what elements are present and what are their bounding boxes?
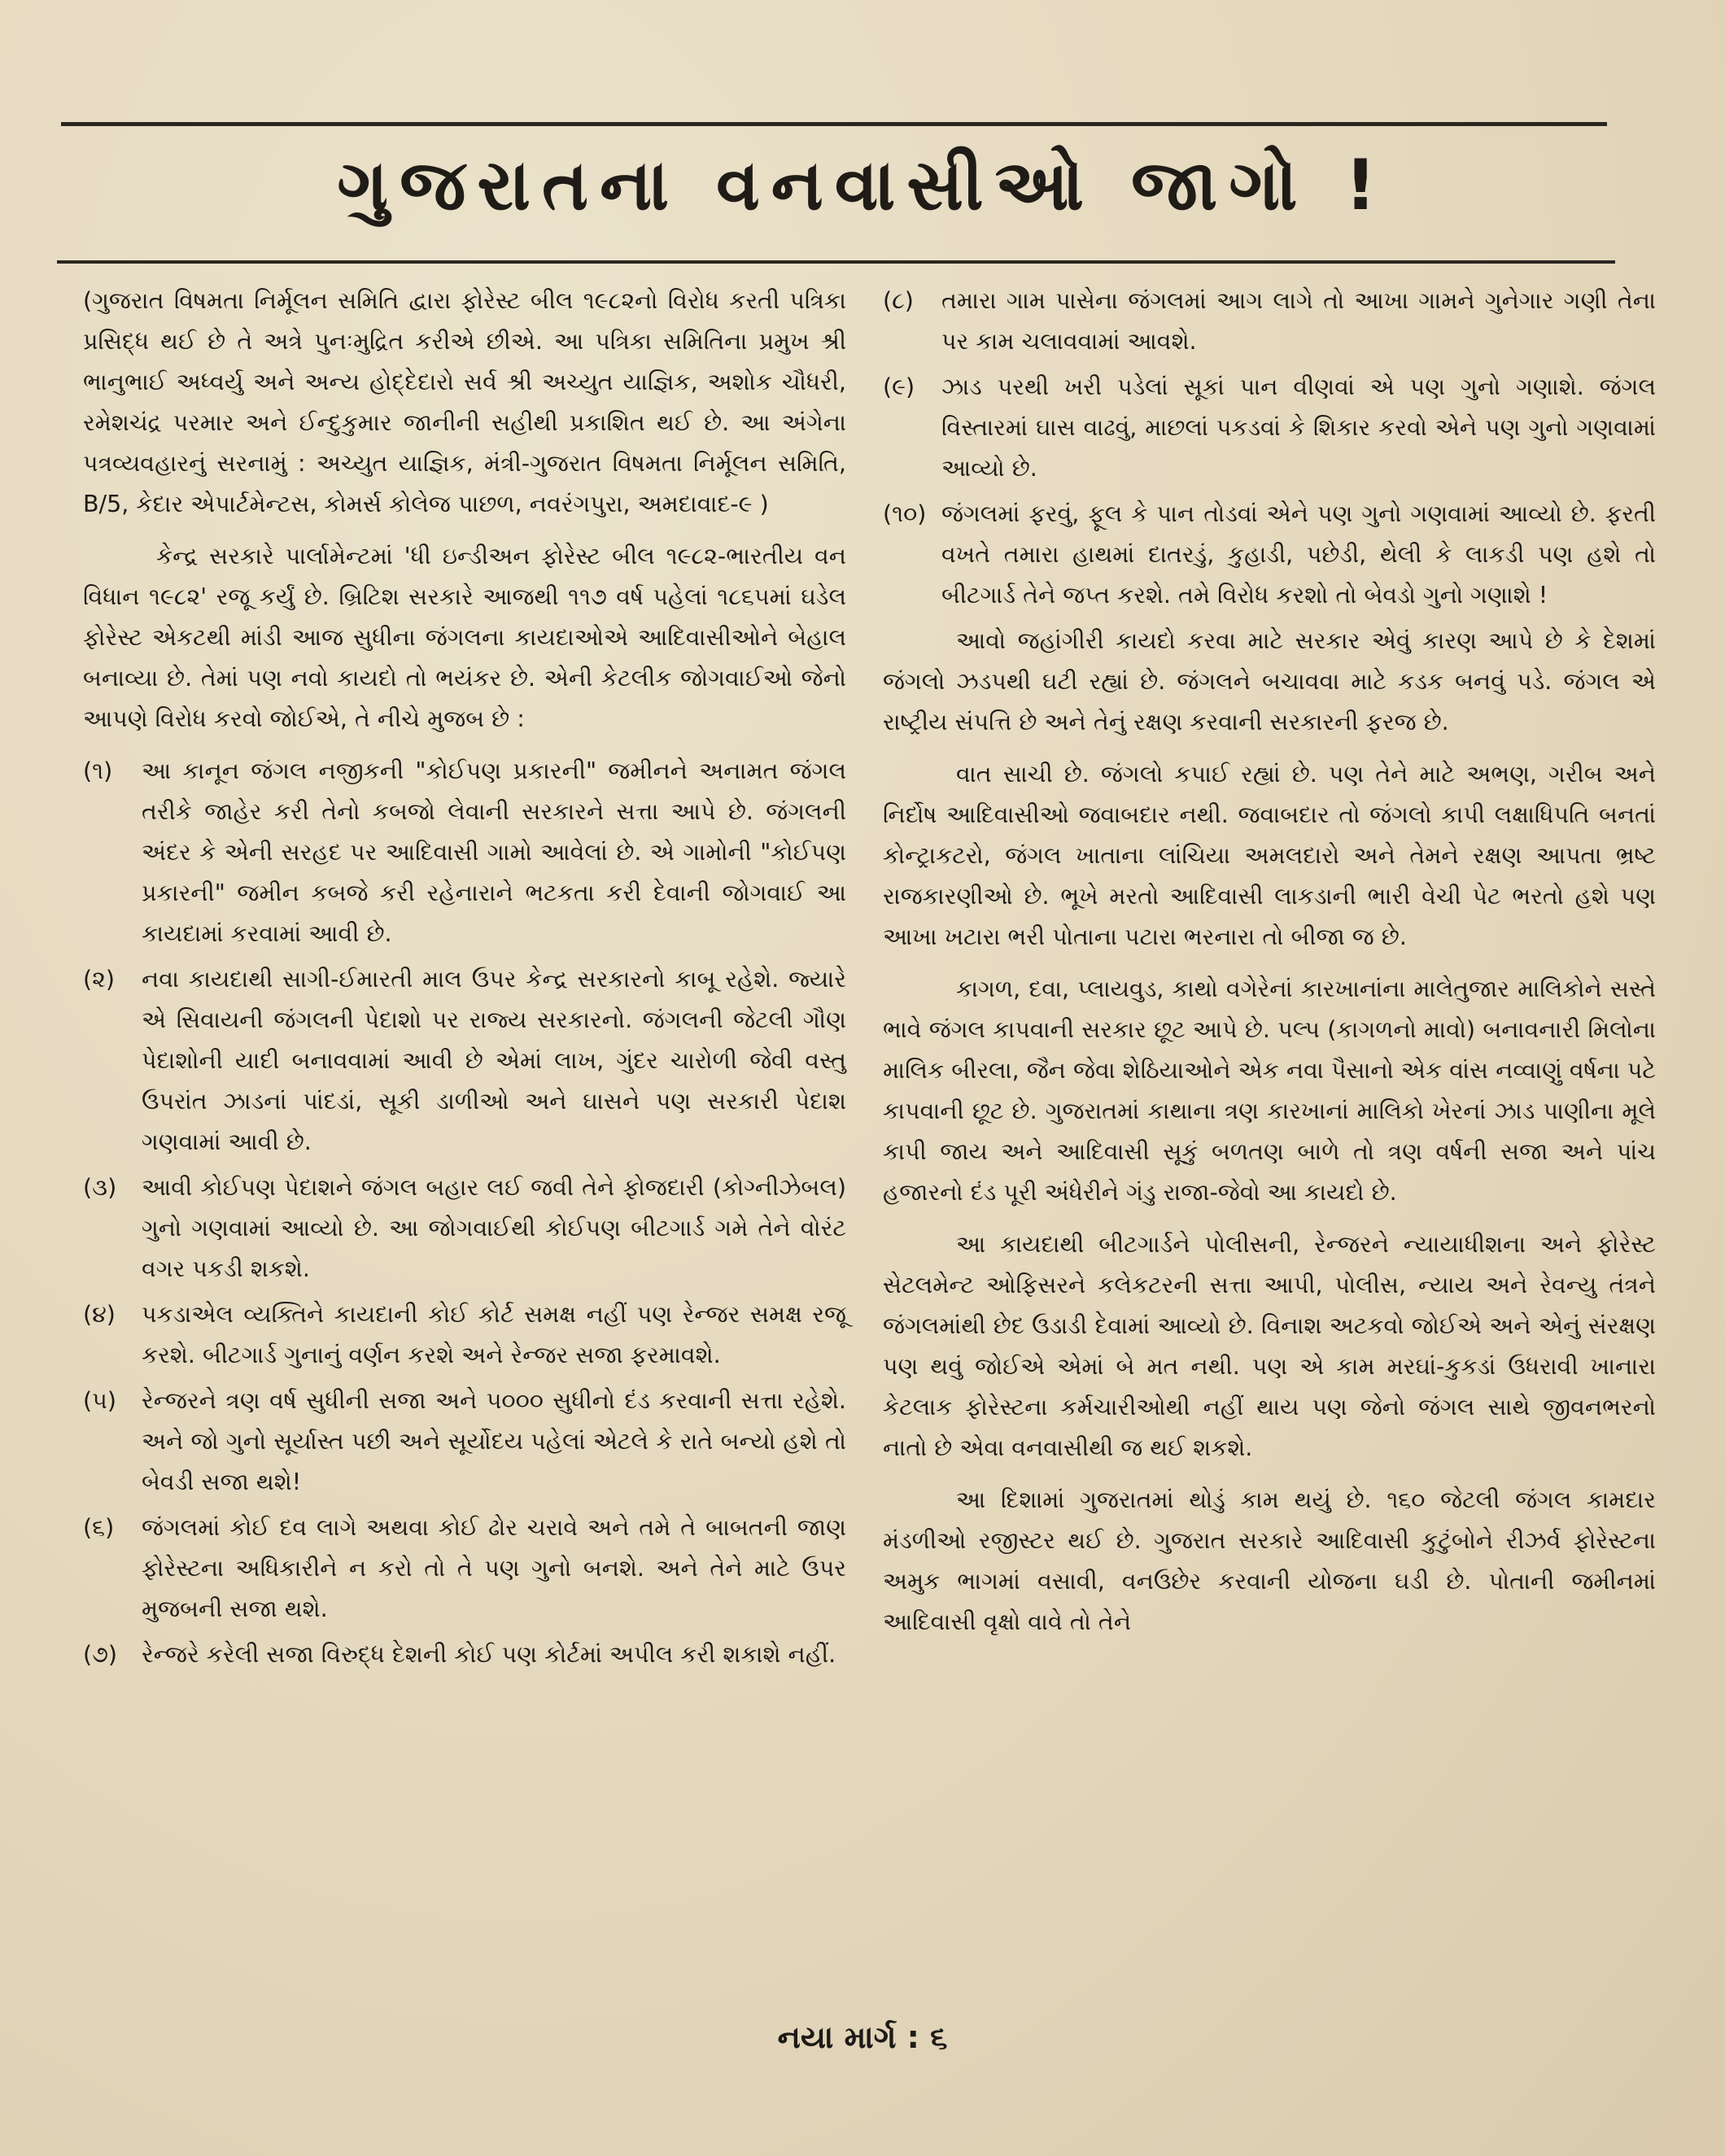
list-item xyxy=(83,1167,846,1290)
item-text: તમારા ગામ પાસેના જંગલમાં આગ લાગે તો આખા ગામને ગુનેગાર ગણી તેના પર કામ ચલાવવામાં આવશે. xyxy=(941,287,1656,355)
paragraph: આવો જહાંગીરી કાયદો કરવા માટે સરકાર એવું કારણ આપે છે કે દેશમાં જંગલો ઝડપથી ઘટી રહ્યાં છે. જંગલને બચાવવા માટે કડક બનવું પડે. જંગલ એ રાષ્ટ્રીય સંપત્તિ છે અને તેનું રક્ષણ કરવાની સરકારની ફરજ છે. xyxy=(883,627,1656,735)
list-item xyxy=(883,367,1656,489)
article-title: ગુજરાતના વનવાસીઓ જાગો ! xyxy=(337,145,1388,226)
item-number: (૬) xyxy=(83,1514,115,1541)
item-number: (૩) xyxy=(83,1174,117,1201)
item-text: જંગલમાં ફરવું, ફૂલ કે પાન તોડવાં એને પણ ગુનો ગણવામાં આવ્યો છે. ફરતી વખતે તમારા હાથમાં દાતરડું, કુહાડી, પછેડી, થેલી કે લાકડી પણ હશે તો બીટગાર્ડ તેને જપ્ત કરશે. તમે વિરોધ કરશો તો બેવડો ગુનો ગણાશે ! xyxy=(941,500,1656,609)
paragraph: વાત સાચી છે. જંગલો કપાઈ રહ્યાં છે. પણ તેને માટે અભણ, ગરીબ અને નિર્દોષ આદિવાસીઓ જવાબદાર નથી. જવાબદાર તો જંગલો કાપી લક્ષાધિપતિ બનતાં કોન્ટ્રાકટરો, જંગલ ખાતાના લાંચિયા અમલદારો અને તેમને રક્ષણ આપતા ભ્રષ્ટ રાજકારણીઓ છે. ભૂખે મરતો આદિવાસી લાકડાની ભારી વેચી પેટ ભરતો હશે પણ આખા ખટારા ભરી પોતાના પટારા ભરનારા તો બીજા જ છે. xyxy=(883,761,1656,950)
item-text: આ કાનૂન જંગલ નજીકની "કોઈપણ પ્રકારની" જમીનને અનામત જંગલ તરીકે જાહેર કરી તેનો કબજો લેવાની સરકારને સત્તા આપે છે. જંગલની અંદર કે એની સરહદ પર આદિવાસી ગામો આવેલાં છે. એ ગામોની "કોઈપણ પ્રકારની" જમીન કબજે કરી રહેનારાને ભટકતા કરી દેવાની જોગવાઈ આ કાયદામાં કરવામાં આવી છે. xyxy=(142,757,846,947)
item-text: પકડાએલ વ્યક્તિને કાયદાની કોઈ કોર્ટ સમક્ષ નહીં પણ રેન્જર સમક્ષ રજૂ કરશે. બીટગાર્ડ ગુનાનું વર્ણન કરશે અને રેન્જર સજા ફરમાવશે. xyxy=(142,1301,846,1368)
item-number: (૨) xyxy=(83,966,115,993)
list-item xyxy=(83,751,846,954)
title-rule xyxy=(57,260,1615,264)
item-text: ઝાડ પરથી ખરી પડેલાં સૂકાં પાન વીણવાં એ પણ ગુનો ગણાશે. જંગલ વિસ્તારમાં ઘાસ વાઢવું, માછલાં પકડવાં કે શિકાર કરવો એને પણ ગુનો ગણવામાં આવ્યો છે. xyxy=(941,373,1656,482)
list-item xyxy=(83,1508,846,1630)
item-text: રેન્જરને ત્રણ વર્ષ સુધીની સજા અને ૫૦૦૦ સુધીનો દંડ કરવાની સત્તા રહેશે. અને જો ગુનો સૂર્યાસ્ત પછી અને સૂર્યોદય પહેલાં એટલે કે રાતે બન્યો હશે તો બેવડી સજા થશે! xyxy=(142,1387,846,1495)
paragraph: આ દિશામાં ગુજરાતમાં થોડું કામ થયું છે. ૧૬૦ જેટલી જંગલ કામદાર મંડળીઓ રજીસ્ટર થઈ છે. ગુજરાત સરકારે આદિવાસી કુટુંબોને રીઝર્વ ફોરેસ્ટના અમુક ભાગમાં વસાવી, વનઉછેર કરવાની યોજના ઘડી છે. પોતાની જમીનમાં આદિવાસી વૃક્ષો વાવે તો તેને xyxy=(883,1486,1656,1635)
item-text: નવા કાયદાથી સાગી-ઈમારતી માલ ઉપર કેન્દ્ર સરકારનો કાબૂ રહેશે. જ્યારે એ સિવાયની જંગલની પેદાશો પર રાજ્ય સરકારનો. જંગલની જેટલી ગૌણ પેદાશોની યાદી બનાવવામાં આવી છે એમાં લાખ, ગુંદર ચારોળી જેવી વસ્તુ ઉપરાંત ઝાડનાં પાંદડાં, સૂકી ડાળીઓ અને ઘાસને પણ સરકારી પેદાશ ગણવામાં આવી છે. xyxy=(142,966,846,1155)
list-item xyxy=(883,281,1656,362)
right-column xyxy=(883,281,1656,1654)
list-item xyxy=(83,959,846,1163)
page-footer: નયા માર્ગ : ૬ xyxy=(777,2019,948,2055)
item-number: (૧૦) xyxy=(883,500,927,527)
item-number: (૭) xyxy=(83,1641,118,1668)
item-number: (૫) xyxy=(83,1387,116,1414)
top-rule xyxy=(61,122,1607,126)
intro-note: (ગુજરાત વિષમતા નિર્મૂલન સમિતિ દ્વારા ફોરેસ્ટ બીલ ૧૯૮૨નો વિરોધ કરતી પત્રિકા પ્રસિદ્ધ થઈ છે તે અત્રે પુનઃમુદ્રિત કરીએ છીએ. આ પત્રિકા સમિતિના પ્રમુખ શ્રી ભાનુભાઈ અધ્વર્યુ અને અન્ય હોદ્દેદારો સર્વ શ્રી અચ્યુત યાજ્ઞિક, અશોક ચૌધરી, રમેશચંદ્ર પરમાર અને ઈન્દુકુમાર જાનીની સહીથી પ્રકાશિત થઈ છે. આ અંગેના પત્રવ્યવહારનું સરનામું : અચ્યુત યાજ્ઞિક, મંત્રી-ગુજરાત વિષમતા નિર્મૂલન સમિતિ, B/5, કેદાર એપાર્ટમેન્ટસ, કોમર્સ કોલેજ પાછળ, નવરંગપુરા, અમદાવાદ-૯ ) xyxy=(83,287,846,517)
item-number: (૪) xyxy=(83,1301,116,1328)
list-item xyxy=(883,494,1656,616)
item-text: રેન્જરે કરેલી સજા વિરુદ્ધ દેશની કોઈ પણ કોર્ટમાં અપીલ કરી શકાશે નહીં. xyxy=(142,1641,836,1668)
paragraph: કેન્દ્ર સરકારે પાર્લામેન્ટમાં 'ધી ઇન્ડીઅન ફોરેસ્ટ બીલ ૧૯૮૨-ભારતીય વન વિધાન ૧૯૮૨' રજૂ કર્યું છે. બ્રિટિશ સરકારે આજથી ૧૧૭ વર્ષ પહેલાં ૧૮૬૫માં ઘડેલ ફોરેસ્ટ એકટથી માંડી આજ સુધીના જંગલના કાયદાઓએ આદિવાસીઓને બેહાલ બનાવ્યા છે. તેમાં પણ નવો કાયદો તો ભયંકર છે. એની કેટલીક જોગવાઈઓ જેનો આપણે વિરોધ કરવો જોઈએ, તે નીચે મુજબ છે : xyxy=(83,543,846,732)
left-column xyxy=(83,281,846,1680)
item-number: (૮) xyxy=(883,287,914,314)
item-text: આવી કોઈપણ પેદાશને જંગલ બહાર લઈ જવી તેને ફોજદારી (કોગ્નીઝેબલ) ગુનો ગણવામાં આવ્યો છે. આ જોગવાઈથી કોઈપણ બીટગાર્ડ ગમે તેને વોરંટ વગર પકડી શકશે. xyxy=(142,1174,846,1282)
paragraph: કાગળ, દવા, પ્લાયવુડ, કાથો વગેરેનાં કારખાનાંના માલેતુજાર માલિકોને સસ્તે ભાવે જંગલ કાપવાની સરકાર છૂટ આપે છે. પલ્પ (કાગળનો માવો) બનાવનારી મિલોના માલિક બીરલા, જૈન જેવા શેઠિયાઓને એક નવા પૈસાનો એક વાંસ નવ્વાણું વર્ષના પટે કાપવાની છૂટ છે. ગુજરાતમાં કાથાના ત્રણ કારખાનાં માલિકો ખેરનાં ઝાડ પાણીના મૂલે કાપી જાય અને આદિવાસી સૂકું બળતણ બાળે તો ત્રણ વર્ષની સજા અને પાંચ હજારનો દંડ પૂરી અંધેરીને ગંડુ રાજા-જેવો આ કાયદો છે. xyxy=(883,975,1656,1206)
list-item xyxy=(83,1634,846,1675)
paragraph: આ કાયદાથી બીટગાર્ડને પોલીસની, રેન્જરને ન્યાયાધીશના અને ફોરેસ્ટ સેટલમેન્ટ ઓફિસરને કલેકટરની સત્તા આપી, પોલીસ, ન્યાય અને રેવન્યુ તંત્રને જંગલમાંથી છેદ ઉડાડી દેવામાં આવ્યો છે. વિનાશ અટકવો જોઈએ અને એનું સંરક્ષણ પણ થવું જોઈએ એમાં બે મત નથી. પણ એ કામ મરઘાં-કુકડાં ઉધરાવી ખાનારા કેટલાક ફોરેસ્ટના કર્મચારીઓથી નહીં થાય પણ જેનો જંગલ સાથે જીવનભરનો નાતો છે એવા વનવાસીથી જ થઈ શકશે. xyxy=(883,1231,1656,1461)
item-number: (૧) xyxy=(83,757,113,784)
list-item xyxy=(83,1294,846,1376)
item-text: જંગલમાં કોઈ દવ લાગે અથવા કોઈ ઢોર ચરાવે અને તમે તે બાબતની જાણ ફોરેસ્ટના અધિકારીને ન કરો તો તે પણ ગુનો બનશે. અને તેને માટે ઉપર મુજબની સજા થશે. xyxy=(142,1514,846,1622)
list-item xyxy=(83,1381,846,1503)
item-number: (૯) xyxy=(883,373,915,400)
